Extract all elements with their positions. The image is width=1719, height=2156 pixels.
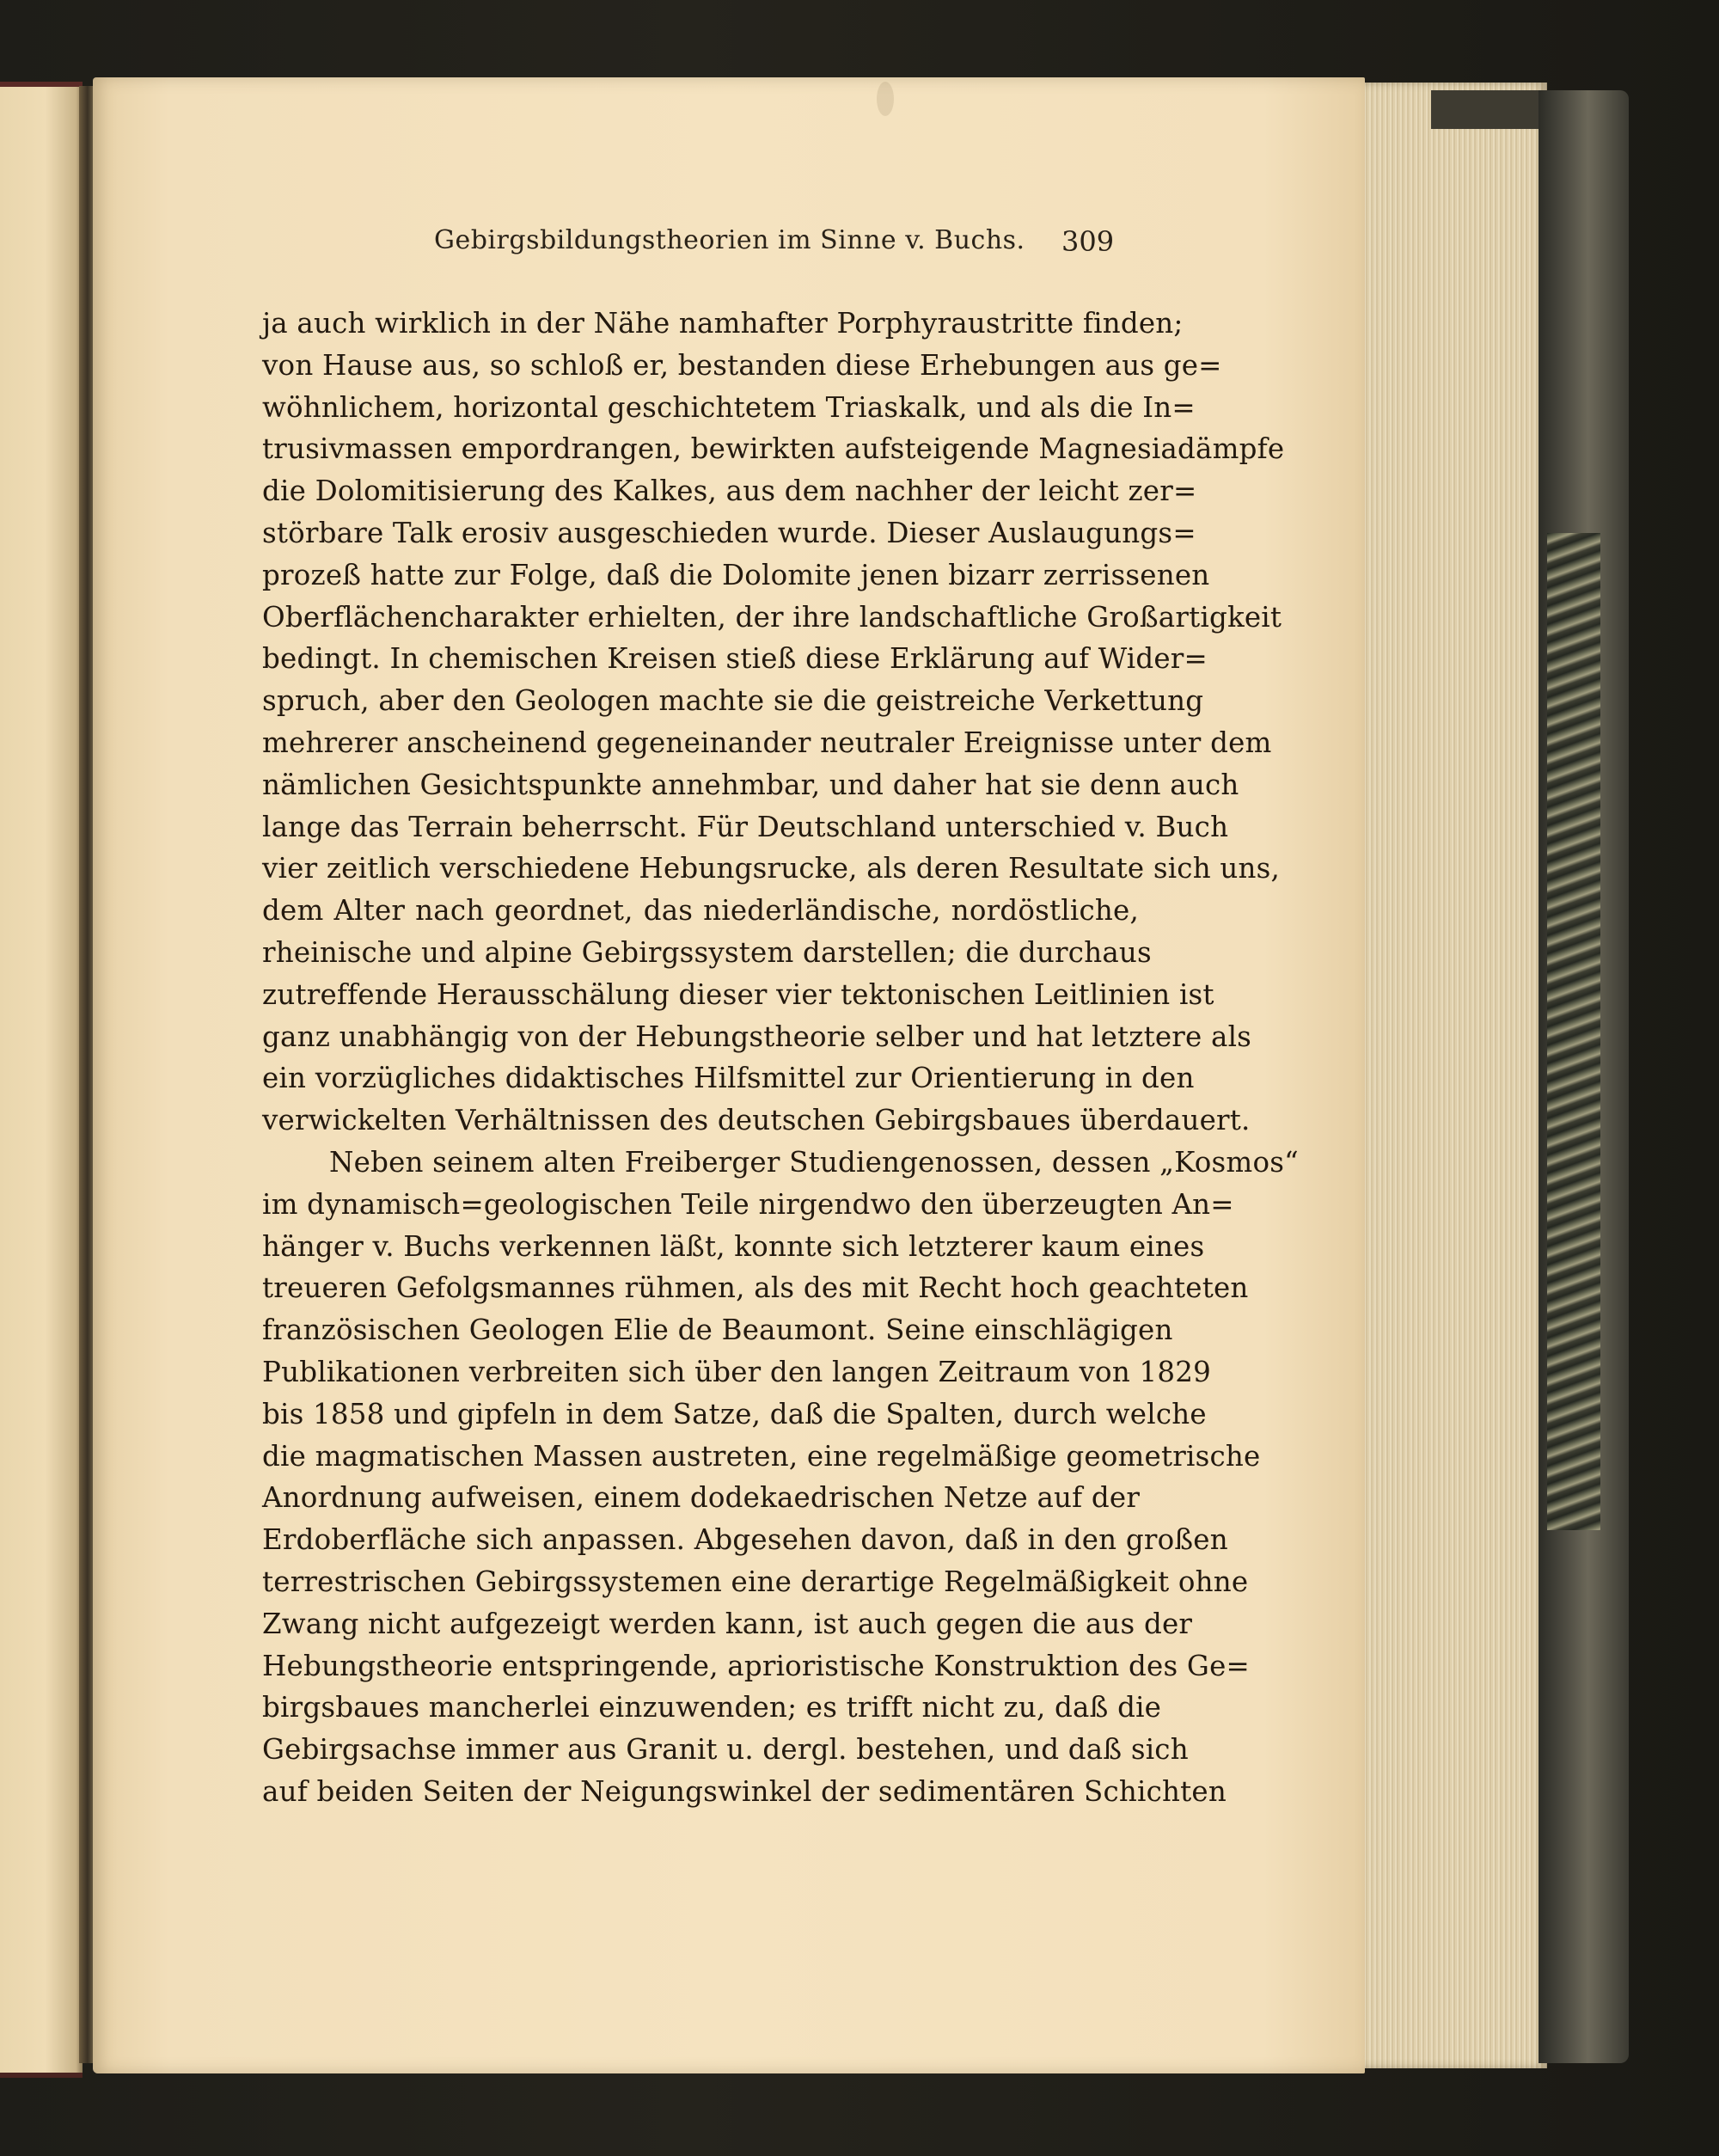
- text-line: Zwang nicht aufgezeigt werden kann, ist auch gegen die aus der: [262, 1607, 1193, 1640]
- text-line: Neben seinem alten Freiberger Studiengenossen, dessen „Kosmos“: [329, 1145, 1299, 1179]
- running-head: Gebirgsbildungstheorien im Sinne v. Buchs.: [434, 225, 1025, 255]
- text-line: im dynamisch=geologischen Teile nirgendwo den überzeugten An=: [262, 1187, 1234, 1221]
- text-line: trusivmassen empordrangen, bewirkten aufsteigende Magnesiadämpfe: [262, 432, 1285, 466]
- text-line: hänger v. Buchs verkennen läßt, konnte sich letzterer kaum eines: [262, 1229, 1205, 1263]
- text-line: Oberflächencharakter erhielten, der ihre landschaftliche Großartigkeit: [262, 600, 1282, 634]
- paper-mark: [877, 82, 894, 116]
- text-line: die Dolomitisierung des Kalkes, aus dem nachher der leicht zer=: [262, 475, 1197, 508]
- text-line: zutreffende Herausschälung dieser vier tektonischen Leitlinien ist: [262, 977, 1214, 1011]
- text-line: wöhnlichem, horizontal geschichtetem Triaskalk, und als die In=: [262, 390, 1196, 424]
- text-line: Anordnung aufweisen, einem dodekaedrischen Netze auf der: [262, 1481, 1141, 1515]
- text-line: treueren Gefolgsmannes rühmen, als des mit Recht hoch geachteten: [262, 1271, 1249, 1305]
- text-line: nämlichen Gesichtspunkte annehmbar, und daher hat sie denn auch: [262, 768, 1239, 801]
- text-line: auf beiden Seiten der Neigungswinkel der sedimentären Schichten: [262, 1774, 1227, 1808]
- text-line: ja auch wirklich in der Nähe namhafter Porphyraustritte finden;: [262, 307, 1184, 340]
- facing-page-edge: [0, 82, 83, 2078]
- text-line: bedingt. In chemischen Kreisen stieß diese Erklärung auf Wider=: [262, 642, 1208, 676]
- text-line: bis 1858 und gipfeln in dem Satze, daß die Spalten, durch welche: [262, 1397, 1207, 1430]
- marbled-cover-pattern: [1547, 533, 1600, 1530]
- text-line: von Hause aus, so schloß er, bestanden diese Erhebungen aus ge=: [262, 348, 1222, 382]
- text-line: französischen Geologen Elie de Beaumont. Seine einschlägigen: [262, 1314, 1173, 1347]
- text-line: die magmatischen Massen austreten, eine regelmäßige geometrische: [262, 1439, 1261, 1473]
- text-line: spruch, aber den Geologen machte sie die geistreiche Verkettung: [262, 684, 1204, 718]
- text-line: Hebungstheorie entspringende, aprioristische Konstruktion des Ge=: [262, 1649, 1250, 1682]
- text-line: verwickelten Verhältnissen des deutschen Gebirgsbaues überdauert.: [262, 1104, 1251, 1137]
- text-line: störbare Talk erosiv ausgeschieden wurde. Dieser Auslaugungs=: [262, 516, 1196, 549]
- text-line: ganz unabhängig von der Hebungstheorie selber und hat letztere als: [262, 1020, 1252, 1053]
- text-line: lange das Terrain beherrscht. Für Deutschland unterschied v. Buch: [262, 810, 1229, 843]
- body-text: [262, 303, 1299, 1813]
- text-line: rheinische und alpine Gebirgssystem darstellen; die durchaus: [262, 935, 1152, 969]
- text-line: vier zeitlich verschiedene Hebungsrucke, als deren Resultate sich uns,: [262, 852, 1281, 885]
- text-line: prozeß hatte zur Folge, daß die Dolomite jenen bizarr zerrissenen: [262, 558, 1210, 591]
- text-line: Gebirgsachse immer aus Granit u. dergl. bestehen, und daß sich: [262, 1733, 1189, 1767]
- page-block-edges: [1358, 83, 1547, 2068]
- text-line: Publikationen verbreiten sich über den langen Zeitraum von 1829: [262, 1355, 1211, 1388]
- text-line: dem Alter nach geordnet, das niederländische, nordöstliche,: [262, 894, 1139, 928]
- text-line: Erdoberfläche sich anpassen. Abgesehen davon, daß in den großen: [262, 1523, 1228, 1557]
- text-line: birgsbaues mancherlei einzuwenden; es trifft nicht zu, daß die: [262, 1691, 1162, 1724]
- text-line: terrestrischen Gebirgssystemen eine derartige Regelmäßigkeit ohne: [262, 1565, 1249, 1598]
- text-line: ein vorzügliches didaktisches Hilfsmittel zur Orientierung in den: [262, 1062, 1195, 1095]
- page-number: 309: [1061, 225, 1115, 258]
- text-line: mehrerer anscheinend gegeneinander neutraler Ereignisse unter dem: [262, 726, 1272, 759]
